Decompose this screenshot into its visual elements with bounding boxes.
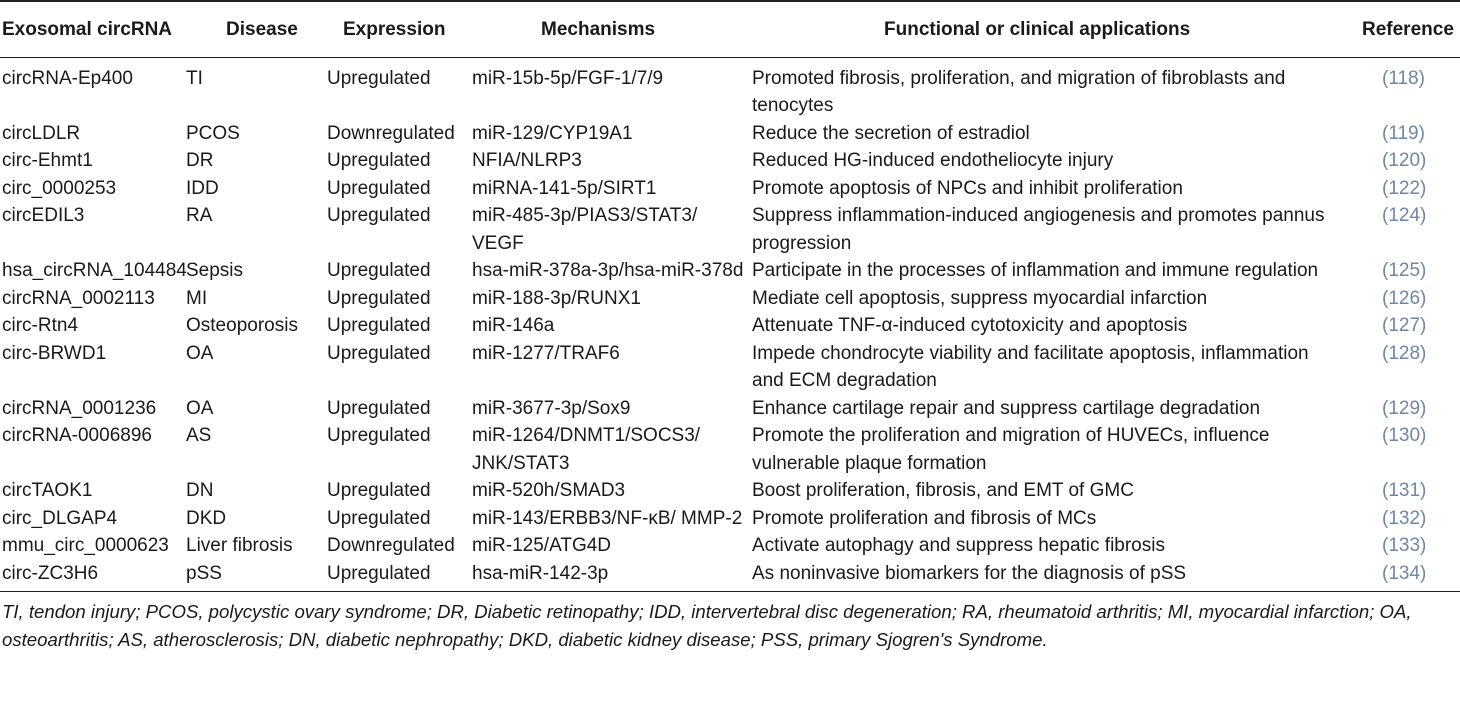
cell-expression: Upregulated xyxy=(327,480,431,501)
cell-mechanism: miR-520h/SMAD3 xyxy=(472,480,626,501)
cell-mechanism: miR-146a xyxy=(472,315,555,336)
cell-application: Mediate cell apoptosis, suppress myocardial infarction xyxy=(752,287,1208,309)
cell-expression: Upregulated xyxy=(327,177,431,199)
cell-application: Attenuate TNF-α-induced cytotoxicity and apoptosis xyxy=(752,315,1188,336)
cell-application: Impede chondrocyte viability and facilitate apoptosis, inflammation and ECM degradation xyxy=(752,342,1309,391)
cell-disease: OA xyxy=(186,397,214,419)
table-row xyxy=(0,477,1460,505)
cell-mechanism: miR-3677-3p/Sox9 xyxy=(472,397,631,419)
cell-mechanism: miR-143/ERBB3/NF-κB/ MMP-2 xyxy=(472,507,743,529)
header-expression: Expression xyxy=(327,1,472,57)
cell-application: Activate autophagy and suppress hepatic fibrosis xyxy=(752,535,1165,556)
cell-reference: (127) xyxy=(1382,315,1427,336)
cell-expression: Upregulated xyxy=(327,397,431,419)
cell-expression: Downregulated xyxy=(327,535,455,556)
header-exosomal-circrna: Exosomal circRNA xyxy=(0,1,186,57)
cell-circrna: mmu_circ_0000623 xyxy=(2,535,169,556)
cell-expression: Upregulated xyxy=(327,67,431,89)
cell-reference: (130) xyxy=(1382,425,1427,446)
table-row xyxy=(0,257,1460,285)
cell-circrna: circTAOK1 xyxy=(2,480,93,501)
cell-expression: Upregulated xyxy=(327,425,431,446)
cell-application: Promoted fibrosis, proliferation, and migration of fibroblasts and tenocytes xyxy=(752,67,1286,116)
cell-circrna: circ_DLGAP4 xyxy=(2,507,118,529)
table-row xyxy=(0,147,1460,175)
cell-mechanism: miRNA-141-5p/SIRT1 xyxy=(472,177,657,199)
cell-application: Promote proliferation and fibrosis of MCs xyxy=(752,507,1097,529)
table-row xyxy=(0,202,1460,257)
cell-reference: (126) xyxy=(1382,287,1427,309)
cell-reference: (133) xyxy=(1382,535,1427,556)
cell-reference: (120) xyxy=(1382,150,1427,171)
cell-expression: Upregulated xyxy=(327,205,431,226)
header-applications: Functional or clinical applications xyxy=(752,1,1336,57)
cell-circrna: circ-ZC3H6 xyxy=(0,560,186,592)
cell-application: Promote apoptosis of NPCs and inhibit proliferation xyxy=(752,177,1183,199)
cell-disease: DR xyxy=(186,150,214,171)
cell-reference: (118) xyxy=(1382,67,1425,89)
table-row xyxy=(0,560,1460,592)
cell-disease: OA xyxy=(186,342,214,364)
cell-application: Enhance cartilage repair and suppress cartilage degradation xyxy=(752,397,1261,419)
cell-disease: MI xyxy=(186,287,208,309)
cell-expression: Upregulated xyxy=(327,260,431,281)
cell-disease: PCOS xyxy=(186,122,240,144)
cell-mechanism: miR-125/ATG4D xyxy=(472,535,612,556)
cell-circrna: circRNA_0002113 xyxy=(2,287,155,309)
cell-expression: Upregulated xyxy=(327,560,472,592)
table-row xyxy=(0,340,1460,395)
cell-reference: (119) xyxy=(1382,122,1425,144)
cell-circrna: circRNA_0001236 xyxy=(2,397,157,419)
cell-circrna: hsa_circRNA_104484 xyxy=(2,260,187,281)
cell-mechanism: miR-188-3p/RUNX1 xyxy=(472,287,641,309)
cell-disease: DKD xyxy=(186,507,227,529)
table-row xyxy=(0,312,1460,340)
cell-disease: IDD xyxy=(186,177,219,199)
cell-mechanism: miR-1264/DNMT1/SOCS3/ JNK/STAT3 xyxy=(472,425,701,474)
table-row xyxy=(0,57,1460,120)
header-mechanisms: Mechanisms xyxy=(472,1,752,57)
cell-disease: Osteoporosis xyxy=(186,315,298,336)
cell-disease: DN xyxy=(186,480,214,501)
table-row xyxy=(0,532,1460,560)
cell-circrna: circ-BRWD1 xyxy=(2,342,107,364)
cell-circrna: circEDIL3 xyxy=(2,205,85,226)
cell-circrna: circ-Rtn4 xyxy=(2,315,79,336)
cell-disease: AS xyxy=(186,425,212,446)
table-row xyxy=(0,422,1460,477)
cell-application: Reduced HG-induced endotheliocyte injury xyxy=(752,150,1114,171)
table-footnote: TI, tendon injury; PCOS, polycystic ovary syndrome; DR, Diabetic retinopathy; IDD, intervertebral disc degeneration; RA, rheumatoid arthritis; MI, myocardial infarction; OA, osteoarthritis; AS, atherosclerosis; DN, diabetic nephropathy; DKD, diabetic kidney disease; PSS, primary Sjogren's Syndrome. xyxy=(2,601,1412,650)
cell-application: Boost proliferation, fibrosis, and EMT of GMC xyxy=(752,480,1134,501)
cell-circrna: circRNA-0006896 xyxy=(2,425,152,446)
table-row xyxy=(0,395,1460,423)
cell-reference: (134) xyxy=(1336,560,1460,592)
header-reference: Reference xyxy=(1336,1,1460,57)
table-row xyxy=(0,285,1460,313)
cell-disease: TI xyxy=(186,67,203,89)
header-disease: Disease xyxy=(186,1,327,57)
cell-disease: Liver fibrosis xyxy=(186,535,293,556)
cell-mechanism: miR-129/CYP19A1 xyxy=(472,122,633,144)
cell-mechanism: hsa-miR-378a-3p/hsa-miR-378d xyxy=(472,260,744,281)
cell-expression: Upregulated xyxy=(327,315,431,336)
cell-application: Participate in the processes of inflammation and immune regulation xyxy=(752,260,1319,281)
table-body xyxy=(0,57,1460,592)
cell-expression: Upregulated xyxy=(327,507,431,529)
cell-circrna: circ_0000253 xyxy=(2,177,117,199)
cell-mechanism: NFIA/NLRP3 xyxy=(472,150,582,171)
cell-mechanism: hsa-miR-142-3p xyxy=(472,560,752,592)
cell-application: Suppress inflammation-induced angiogenesis and promotes pannus progression xyxy=(752,205,1325,254)
cell-mechanism: miR-15b-5p/FGF-1/7/9 xyxy=(472,67,664,89)
cell-application: As noninvasive biomarkers for the diagnosis of pSS xyxy=(752,560,1336,592)
cell-reference: (124) xyxy=(1382,205,1427,226)
cell-application: Promote the proliferation and migration of HUVECs, influence vulnerable plaque formation xyxy=(752,425,1270,474)
cell-disease: pSS xyxy=(186,560,327,592)
cell-reference: (131) xyxy=(1382,480,1427,501)
cell-circrna: circLDLR xyxy=(2,122,81,144)
table-row xyxy=(0,505,1460,533)
cell-disease: Sepsis xyxy=(186,260,244,281)
cell-circrna: circRNA-Ep400 xyxy=(2,67,133,89)
cell-reference: (129) xyxy=(1382,397,1427,419)
cell-reference: (125) xyxy=(1382,260,1427,281)
cell-expression: Upregulated xyxy=(327,342,431,364)
cell-application: Reduce the secretion of estradiol xyxy=(752,122,1030,144)
cell-mechanism: miR-1277/TRAF6 xyxy=(472,342,620,364)
cell-expression: Upregulated xyxy=(327,150,431,171)
cell-disease: RA xyxy=(186,205,213,226)
cell-reference: (122) xyxy=(1382,177,1427,199)
cell-circrna: circ-Ehmt1 xyxy=(2,150,93,171)
cell-reference: (128) xyxy=(1382,342,1427,364)
cell-reference: (132) xyxy=(1382,507,1427,529)
table-header-row xyxy=(0,1,1460,57)
cell-expression: Downregulated xyxy=(327,122,455,144)
cell-expression: Upregulated xyxy=(327,287,431,309)
table-row xyxy=(0,175,1460,203)
table-row xyxy=(0,120,1460,148)
cell-mechanism: miR-485-3p/PIAS3/STAT3/ VEGF xyxy=(472,205,698,254)
